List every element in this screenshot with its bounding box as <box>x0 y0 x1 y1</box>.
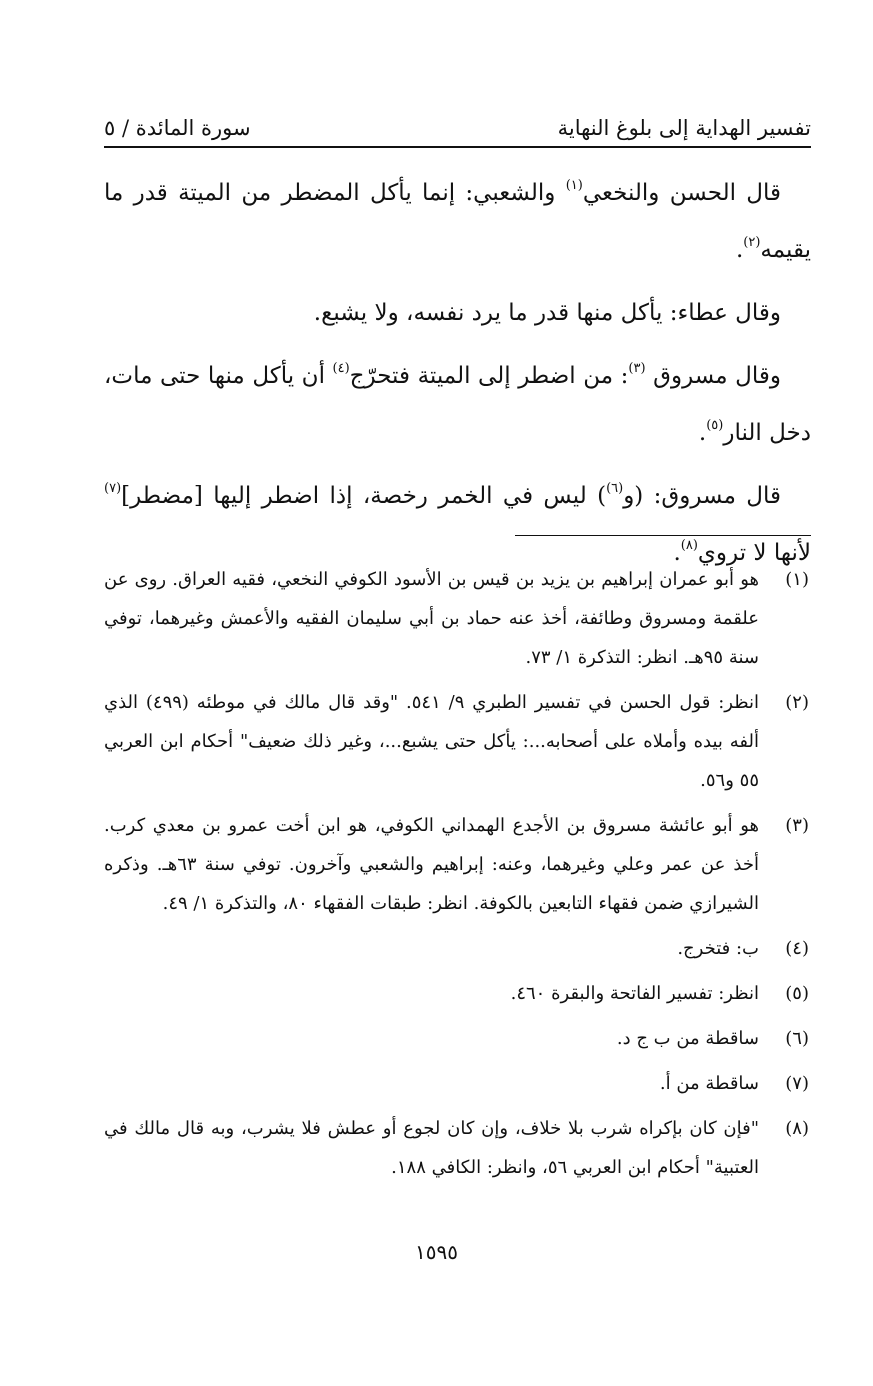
footnotes <box>104 560 811 1193</box>
paragraph-3: وقال مسروق $^{(٣)}$: من اضطر إلى الميتة فتحرّج$^{(٤)}$ أن يأكل منها حتى مات، دخل النار$^{(٥)}$. <box>104 361 811 446</box>
footnote-text: ب: فتخرج. <box>677 938 759 959</box>
footnote-4 <box>104 929 811 968</box>
footnote-number: (٢) <box>785 692 809 713</box>
footnote-text: ساقطة من أ. <box>659 1073 759 1094</box>
footnote-number: (٥) <box>785 983 809 1004</box>
paragraph-1: قال الحسن والنخعي$^{(١)}$ والشعبي: إنما يأكل المضطر من الميتة قدر ما يقيمه$^{(٢)}$. <box>104 178 811 263</box>
footnote-ref-7[interactable]: (٧) <box>104 481 122 496</box>
footnote-5 <box>104 974 811 1013</box>
footnote-ref-6[interactable]: (٦) <box>606 481 624 496</box>
book-title: تفسير الهداية إلى بلوغ النهاية <box>557 116 811 140</box>
footnote-text: انظر: تفسير الفاتحة والبقرة ٤٦٠. <box>510 983 759 1004</box>
footnote-ref-5[interactable]: (٥) <box>706 418 724 433</box>
footnote-1 <box>104 560 811 677</box>
footnote-number: (٤) <box>785 938 809 959</box>
page-number: ١٥٩٥ <box>415 1240 458 1264</box>
footnote-number: (٨) <box>785 1118 809 1139</box>
surah-label: سورة المائدة / ٥ <box>104 116 251 140</box>
footnote-number: (٧) <box>785 1073 809 1094</box>
footnote-text: هو أبو عمران إبراهيم بن يزيد بن قيس بن الأسود الكوفي النخعي، فقيه العراق. روى عن علقمة ومسروق وطائفة، أخذ عنه حماد بن أبي سليمان الفقيه والأعمش وغيرهما، توفي سنة ٩٥هـ. انظر: التذكرة ١/ ٧٣. <box>104 569 759 668</box>
header-rule <box>104 146 811 148</box>
footnote-number: (٣) <box>785 815 809 836</box>
footnote-2 <box>104 683 811 800</box>
footnote-6 <box>104 1019 811 1058</box>
footnote-ref-8[interactable]: (٨) <box>680 538 698 553</box>
footnote-number: (١) <box>785 569 809 590</box>
footnote-text: "فإن كان بإكراه شرب بلا خلاف، وإن كان لجوع أو عطش فلا يشرب، وبه قال مالك في العتبية" أحكام ابن العربي ٥٦، وانظر: الكافي ١٨٨. <box>104 1118 759 1178</box>
paragraph-4: قال مسروق: (و$^{(٦)}$) ليس في الخمر رخصة، إذا اضطر إليها [مضطر]$^{(٧)}$ لأنها لا تروي$^{(٨)}$. <box>104 481 811 566</box>
footnote-separator <box>515 535 811 536</box>
footnote-7 <box>104 1064 811 1103</box>
footnote-number: (٦) <box>785 1028 809 1049</box>
footnote-ref-2[interactable]: (٢) <box>743 235 761 250</box>
paragraph-2: وقال عطاء: يأكل منها قدر ما يرد نفسه، ولا يشبع. <box>313 300 781 326</box>
footnote-text: هو أبو عائشة مسروق بن الأجدع الهمداني الكوفي، هو ابن أخت عمرو بن معدي كرب. أخذ عن عمر وعلي وغيرهما، وعنه: إبراهيم والشعبي وآخرون. توفي سنة ٦٣هـ. وذكره الشيرازي ضمن فقهاء التابعين بالكوفة. انظر: طبقات الفقهاء ٨٠، والتذكرة ١/ ٤٩. <box>104 815 759 914</box>
running-header <box>104 100 811 140</box>
main-text <box>104 165 811 588</box>
footnote-8 <box>104 1109 811 1187</box>
footnote-text: انظر: قول الحسن في تفسير الطبري ٩/ ٥٤١. "وقد قال مالك في موطئه (٤٩٩) الذي ألفه بيده وأملاه على أصحابه...: يأكل حتى يشبع...، وغير ذلك ضعيف" أحكام ابن العربي ٥٥ و٥٦. <box>104 692 759 791</box>
footnote-text: ساقطة من ب ج د. <box>616 1028 759 1049</box>
footnote-ref-3[interactable]: (٣) <box>628 361 646 376</box>
footnote-3 <box>104 806 811 923</box>
footnote-ref-4[interactable]: (٤) <box>332 361 350 376</box>
footnote-ref-1[interactable]: (١) <box>565 178 583 193</box>
